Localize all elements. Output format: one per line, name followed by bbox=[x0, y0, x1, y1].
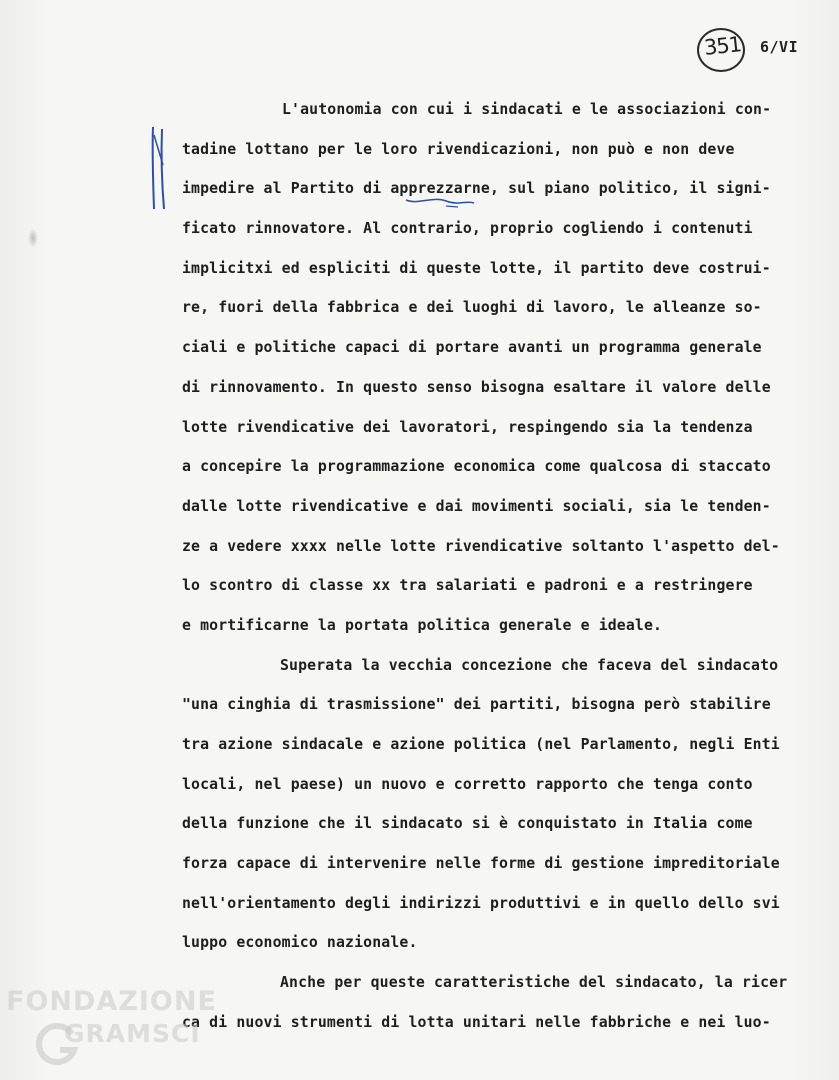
text-line: luppo economico nazionale. bbox=[182, 934, 418, 952]
text-line: ca di nuovi strumenti di lotta unitari nelle fabbriche e nei luo- bbox=[182, 1013, 771, 1031]
watermark-line-1: FONDAZIONE bbox=[6, 986, 217, 1017]
text-line: Superata la vecchia concezione che faceva del sindacato bbox=[280, 656, 779, 674]
text-line: "una cinghia di trasmissione" dei partiti, bisogna però stabilire bbox=[182, 696, 771, 714]
fondazione-gramsci-logo-icon bbox=[34, 1022, 80, 1068]
folio-number: 6/VI bbox=[760, 38, 799, 56]
watermark-line-2: GRAMSCI bbox=[64, 1019, 201, 1048]
text-line: e mortificarne la portata politica generale e ideale. bbox=[182, 616, 663, 634]
text-line: ficato rinnovatore. Al contrario, proprio cogliendo i contenuti bbox=[182, 220, 753, 238]
text-line: nell'orientamento degli indirizzi produttivi e in quello dello svi bbox=[182, 894, 780, 912]
text-line: lo scontro di classe xx tra salariati e padroni e a restringere bbox=[182, 577, 753, 595]
text-line: locali, nel paese) un nuovo e corretto rapporto che tenga conto bbox=[182, 775, 753, 793]
text-line: a concepire la programmazione economica come qualcosa di staccato bbox=[182, 458, 771, 476]
text-line: ze a vedere xxxx nelle lotte rivendicative soltanto l'aspetto del- bbox=[182, 537, 780, 555]
text-line: dalle lotte rivendicative e dai movimenti sociali, sia le tenden- bbox=[182, 497, 771, 515]
text-line: forza capace di intervenire nelle forme di gestione impreditoriale bbox=[182, 855, 780, 873]
text-line: della funzione che il sindacato si è conquistato in Italia come bbox=[182, 815, 753, 833]
text-line: tra azione sindacale e azione politica (nel Parlamento, negli Enti bbox=[182, 736, 780, 753]
text-line: tadine lottano per le loro rivendicazioni, non può e non deve bbox=[182, 140, 735, 158]
text-line: di rinnovamento. In questo senso bisogna esaltare il valore delle bbox=[182, 378, 771, 396]
handwritten-page-number: 351 bbox=[702, 32, 743, 60]
text-line: ciali e politiche capaci di portare avanti un programma generale bbox=[182, 339, 762, 357]
text-line: L'autonomia con cui i sindacati e le associazioni con- bbox=[282, 101, 772, 118]
typed-body-text bbox=[182, 90, 832, 1043]
double-vertical-stroke-icon bbox=[148, 125, 172, 211]
text-line: Anche per queste caratteristiche del sindacato, la ricer bbox=[280, 974, 788, 992]
paper-smudge bbox=[28, 228, 38, 248]
text-line: implicitxi ed espliciti di queste lotte, il partito deve costrui- bbox=[182, 259, 771, 277]
text-line: lotte rivendicative dei lavoratori, respingendo sia la tendenza bbox=[182, 418, 753, 436]
text-line: impedire al Partito di apprezzarne, sul piano politico, il signi- bbox=[182, 180, 771, 198]
text-line: re, fuori della fabbrica e dei luoghi di lavoro, le alleanze so- bbox=[182, 299, 762, 317]
